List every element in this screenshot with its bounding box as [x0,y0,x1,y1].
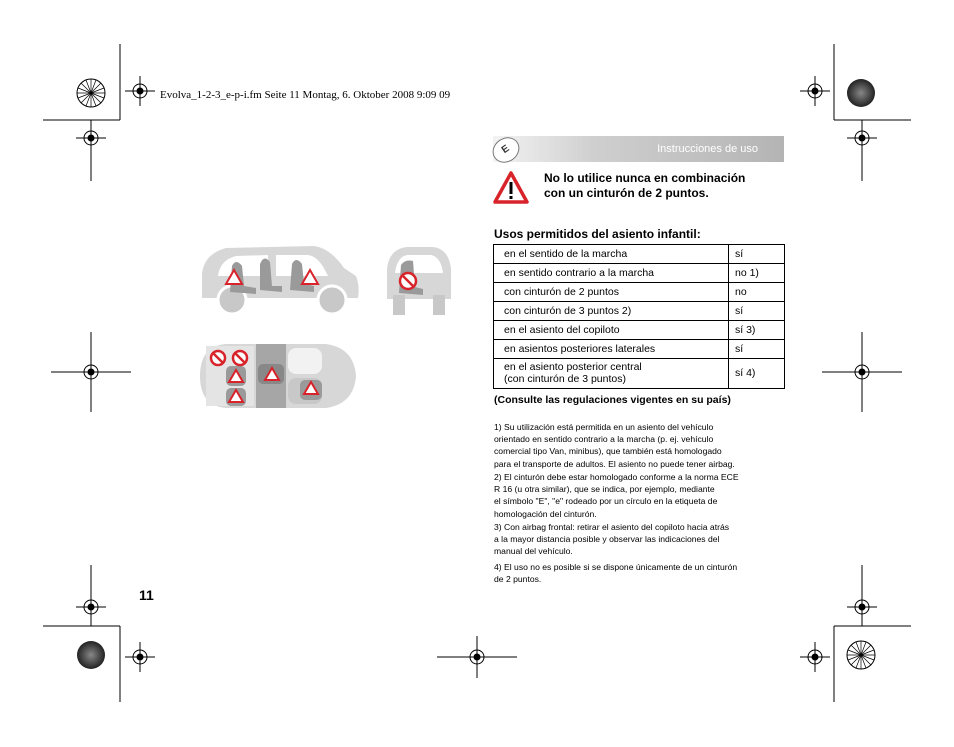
table-cell-value: sí [729,245,785,264]
footnote-line: de 2 puntos. [494,574,542,585]
table-cell-value: no 1) [729,264,785,283]
cell-line: (con cinturón de 3 puntos) [504,373,626,385]
car-top-view-illustration [196,340,360,412]
warning-text [544,171,774,201]
prohibited-sign-icon [400,273,416,289]
table-row [494,264,785,283]
footnote-line: R 16 (u otra similar), que se indica, por ejemplo, mediante [494,484,715,495]
regulations-note: (Consulte las regulaciones vigentes en su país) [494,394,731,406]
table-cell-label: en sentido contrario a la marcha [494,264,729,283]
footnote [494,471,786,520]
footnote-line: manual del vehículo. [494,546,573,557]
footnote-line: orientado en sentido contrario a la marcha (p. ej. vehículo [494,434,714,445]
table-cell-label [494,359,729,389]
table-cell-label: en asientos posteriores laterales [494,340,729,359]
table-cell-label: con cinturón de 2 puntos [494,283,729,302]
footnote-line: 2) El cinturón debe estar homologado conforme a la norma ECE [494,472,739,482]
warning-triangle-icon [493,171,529,204]
footnote-line: 1) Su utilización está permitida en un asiento del vehículo [494,422,714,432]
warning-line: No lo utilice nunca en combinación [544,171,746,185]
table-row [494,340,785,359]
footnote-line: para el transporte de adultos. El asiento no puede tener airbag. [494,458,735,469]
footnote [494,521,786,558]
table-cell-value: sí [729,302,785,321]
table-cell-value: sí 4) [729,359,785,389]
section-title: Instrucciones de uso [657,143,758,155]
cell-line: en el asiento posterior central [504,361,642,373]
car-side-view-illustration [196,240,362,318]
footnote-line: homologación del cinturón. [494,508,597,519]
warning-line: con un cinturón de 2 puntos. [544,186,709,200]
table-cell-value: no [729,283,785,302]
table-cell-label: en el asiento del copiloto [494,321,729,340]
footnote [494,421,786,470]
footnote-line: 4) El uso no es posible si se dispone únicamente de un cinturón [494,562,738,572]
footnote [494,561,786,585]
footnote-line: a la mayor distancia posible y observar las indicaciones del [494,534,720,545]
table-row [494,283,785,302]
usage-table [493,244,785,389]
page-number: 11 [139,587,154,603]
section-banner [493,136,784,162]
table-row [494,245,785,264]
footnote-line: el símbolo "E", "e" rodeado por un círculo en la etiqueta de [494,496,718,507]
table-cell-value: sí 3) [729,321,785,340]
footnote-line: 3) Con airbag frontal: retirar el asiento del copiloto hacia atrás [494,522,730,532]
table-row [494,321,785,340]
table-cell-value: sí [729,340,785,359]
table-cell-label: con cinturón de 3 puntos 2) [494,302,729,321]
table-row [494,359,785,389]
car-rear-view-illustration [383,243,456,318]
print-header: Evolva_1-2-3_e-p-i.fm Seite 11 Montag, 6. Oktober 2008 9:09 09 [160,89,451,101]
table-heading: Usos permitidos del asiento infantil: [494,227,701,241]
language-badge: E [488,132,525,168]
table-row [494,302,785,321]
table-cell-label: en el sentido de la marcha [494,245,729,264]
footnote-line: comercial tipo Van, minibus), que también está homologado [494,446,722,457]
